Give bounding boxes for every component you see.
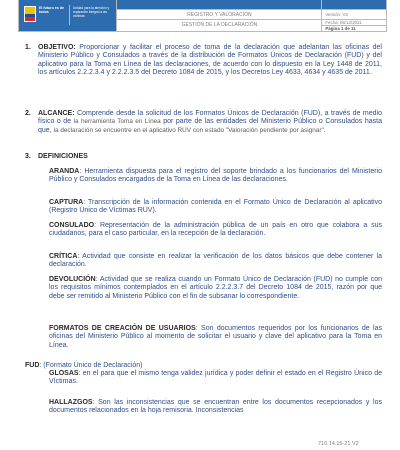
definition-text: : Actividad que consiste en realizar la verificación de los datos básicos que debe contener la declaración. [49,253,382,269]
header-blue-band-right [322,0,386,10]
definition-hallazgos [49,399,382,416]
header-meta-block [321,0,387,31]
colombia-flag-icon [24,6,36,22]
section-title: ALCANCE: [38,110,75,117]
definition-consulado [49,222,382,239]
section-text-state: la declaración se encuentre en el aplicativo RUV con estado "Valoración pendiente por asignar". [53,126,326,134]
section-text: por parte de las entidades del Ministerio Público o Consulados hasta que, [38,118,382,134]
definition-text: : Actividad que se realiza cuando un Formato Único de Declaración (FUD) no cumple con los requisitos mínimos contemplados en el artículo 2.2.2.3.7 del Decreto 1084 de 2015, razón por que debe ser remitido al Ministerio Público con el fin de subsanar lo correspondiente. [49,276,382,300]
section-number: 2. [25,110,31,117]
definition-text: : Herramienta dispuesta para el registro del soporte brindado a los funcionarios del Ministerio Público y Consulados encargados de la Toma en Línea de las declaraciones. [49,168,382,184]
definition-term: FORMATOS DE CREACIÓN DE USUARIOS [49,325,196,332]
section-title: OBJETIVO: [38,44,76,51]
header-blue-band [117,0,321,10]
definition-term: CAPTURA [49,199,84,206]
page-label: Página 1 de 11 [325,26,356,31]
document-body [0,40,400,446]
definition-aranda [49,168,382,185]
definition-text: : Son las inconsistencias que se encuentran entre los documentos recepcionados y los documentos relacionados en la hoja remisoria. Inconsistencias [49,399,382,415]
definition-text: : Transcripción de la información contenida en el Formato Único de Declaración al aplicativo (Registro Único de Víctimas RUV). [49,199,382,215]
definition-devolucion [49,276,382,301]
definition-text: : en el para que el mismo tenga validez jurídica y poder definir el estado en el Registro Único de Víctimas. [49,370,382,386]
process-name: REGISTRO Y VALORACIÓN [117,10,321,20]
section-number: 3. [25,153,31,160]
section-number: 1. [25,44,31,51]
definition-glosas [49,370,382,387]
header-title-block [116,0,321,31]
document-code: 710.14.15-21 V2 [318,441,359,447]
section-title: DEFINICIONES [38,153,88,160]
definition-term: DEVOLUCIÓN [49,276,96,283]
section-definiciones [25,153,382,161]
institution-logo [19,0,116,31]
section-alcance [25,110,382,135]
section-text-tool: la herramienta Toma en Línea [73,118,161,126]
definition-term: FUD [25,362,40,369]
section-text: Proporcionar y facilitar el proceso de toma de la declaración que adelantan las oficinas del Ministerio Público y Consulados a través de la distribución de Formatos Únicos de Declaración (FUD) y del aplicativo para la Toma en Línea de las declaraciones, de acuerdo con lo dispuesto en la Ley 1448 de 2011, los artículos 2.2.2.3.4 y 2.2.2.3.5 del Decreto 1084 de 2015, y los Decretos Ley 4633, 4634 y 4635 de 2011. [38,44,382,77]
definition-text: : Representación de la administración pública de un país en otro que colabora a sus ciudadanos, para el caso particular, en la recepción de la declaración. [49,222,382,238]
logo-entity-name: Unidad para la atención y reparación integral a las víctimas [73,6,110,18]
logo-divider [69,5,70,25]
section-text: Comprende desde la solicitud de los Formatos Únicos de Declaración (FUD), a través de medio físico o de [38,110,382,126]
definition-text: : (Formato Único de Declaración) [39,362,143,369]
definition-formatos [49,325,382,350]
definition-text: : Son documentos requeridos por los funcionarios de las oficinas del Ministerio Público al momento de solicitar el usuario y clave del aplicativo para la Toma en Línea. [49,325,382,349]
definition-term: GLOSAS [49,370,79,377]
definition-term: CONSULADO [49,222,95,229]
definition-captura [49,199,382,216]
definition-term: HALLAZGOS [49,399,93,406]
version-label: Versión: V3 [322,10,386,20]
date-label: Fecha: 06/12/2021 [322,20,386,26]
procedure-name: GESTIÓN DE LA DECLARACIÓN [181,22,258,28]
definition-term: CRÍTICA [49,253,78,260]
section-objetivo [25,44,382,78]
definition-critica [49,253,382,270]
logo-slogan: El futuro es de todos [39,6,64,14]
document-header [18,0,387,32]
definition-term: ARANDA [49,168,80,175]
